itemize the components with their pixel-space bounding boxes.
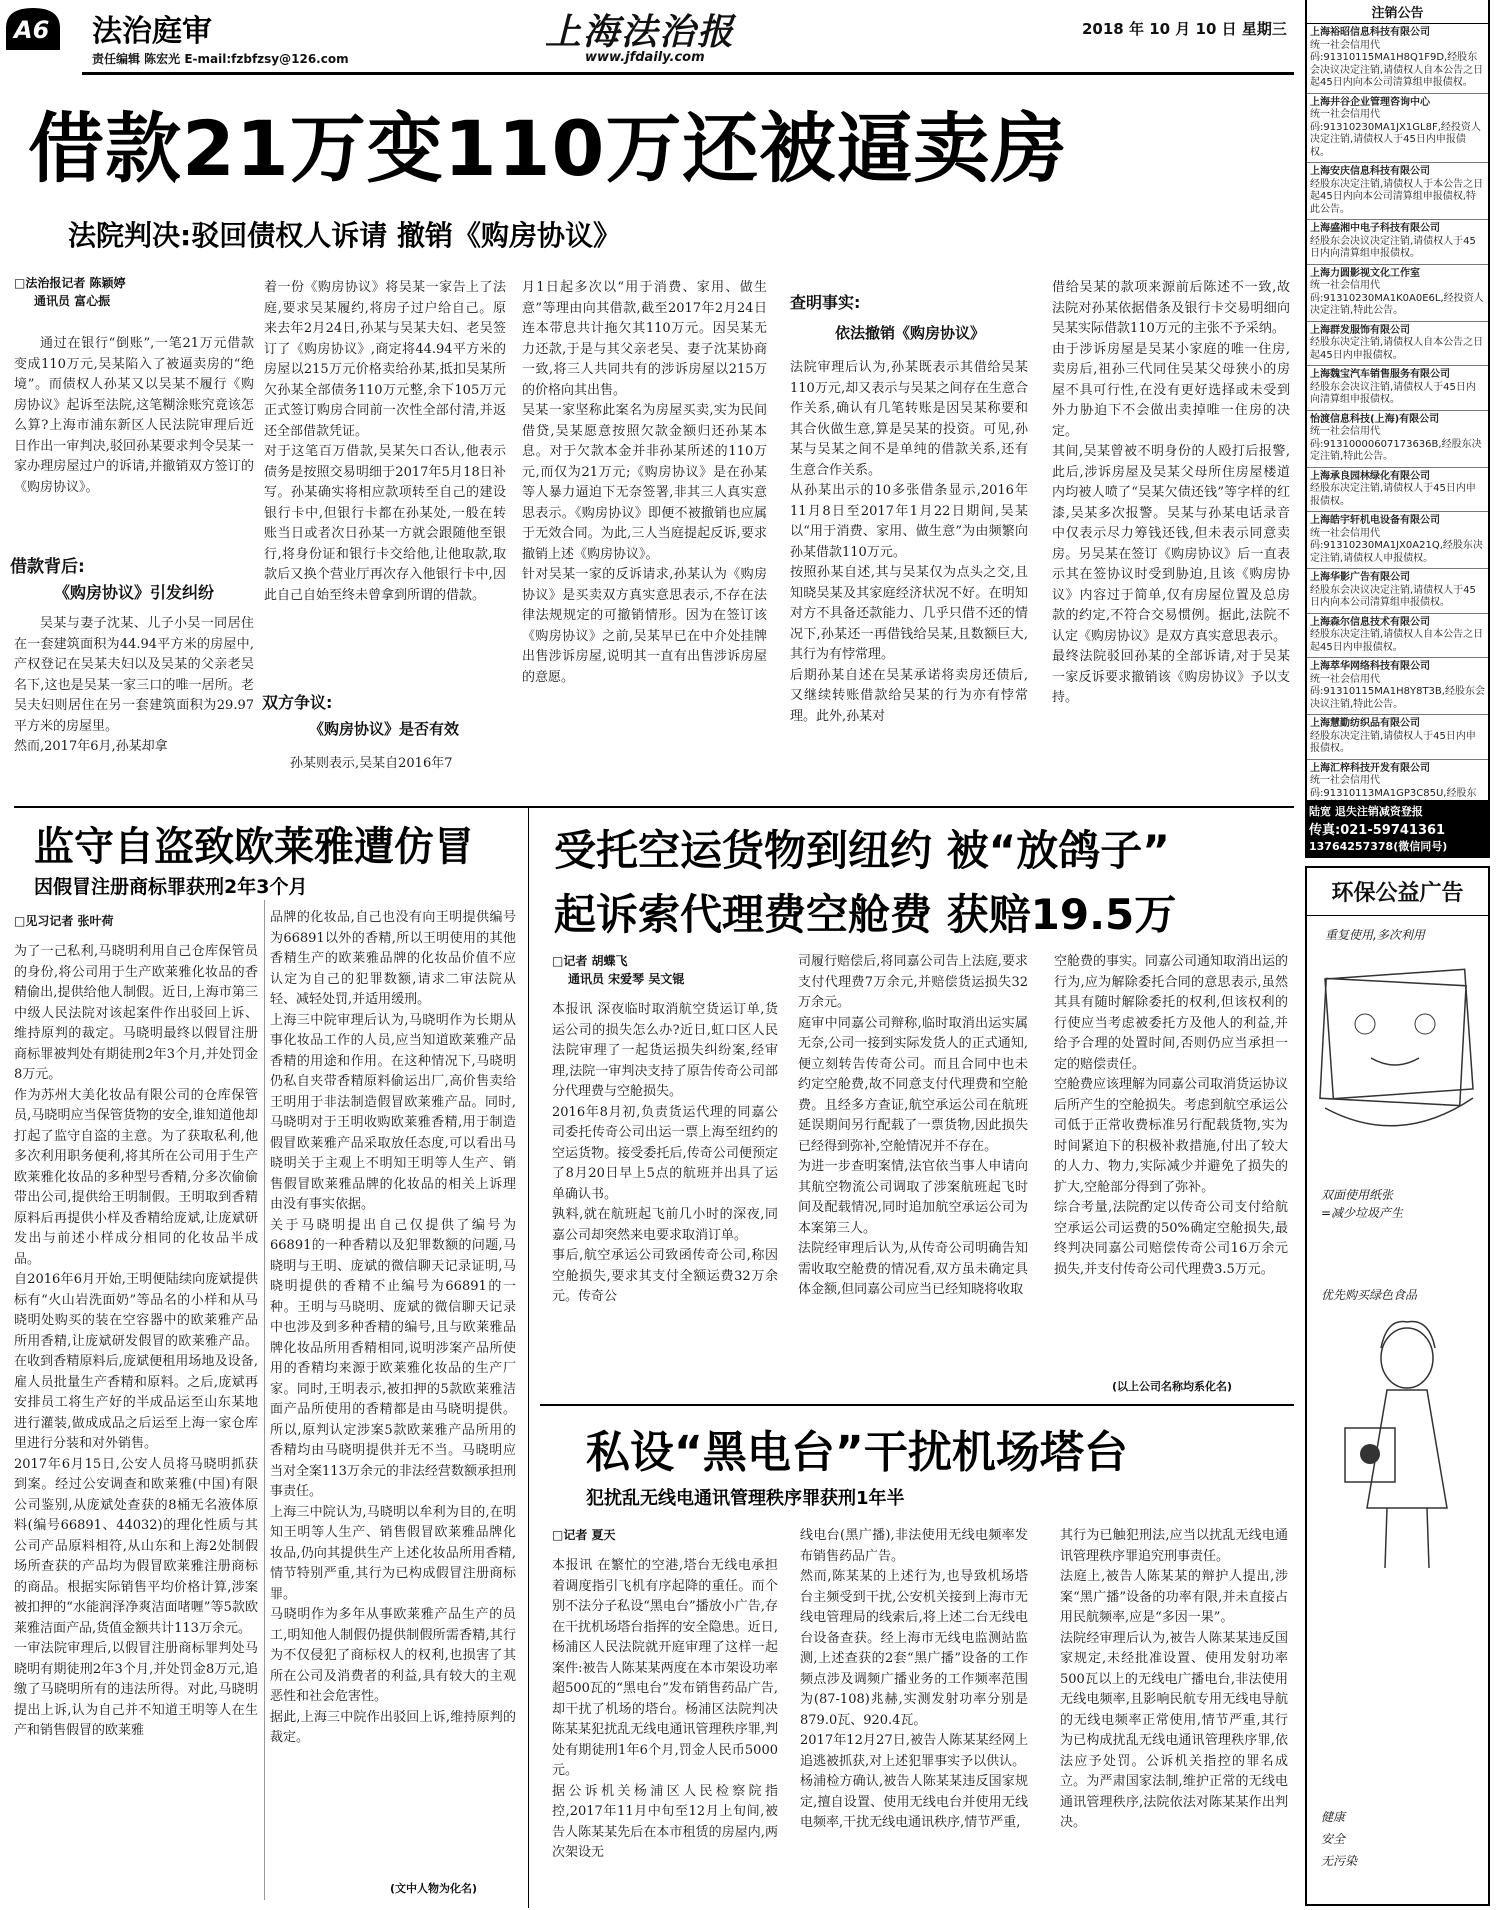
notice-ad-text: 经股东决定注销,请债权人于本公告之日起45日内向本公司清算组申报债权,特此公告。 bbox=[1310, 178, 1484, 215]
notice-ad-company: 上海裕昭信息科技有限公司 bbox=[1310, 27, 1430, 38]
notice-ad-text: 统一社会信用代码:91310000607173636B,经股东决定注销,特此公告。 bbox=[1310, 426, 1482, 462]
notice-ad-company: 上海盛湘中电子科技有限公司 bbox=[1310, 223, 1440, 234]
notice-ad-company: 上海力圆影视文化工作室 bbox=[1310, 267, 1420, 279]
ads-contact-label: 陆宽 退失注销减资登报 bbox=[1309, 805, 1423, 818]
notice-ad-company: 上海汇梓科技开发有限公司 bbox=[1310, 762, 1430, 774]
article3-col3-body: 空舱费的事实。同嘉公司通知取消出运的行为,应为解除委托合同的意思表示,虽然其具有随时解除委托的权利,但该权利的行使应当考虑被委托方及他人的利益,并给予合理的处置时间,否则仍应当承担一定的赔偿责任。 空舱费应该理解为同嘉公司取消货运协议后所产生的空舱损失。考虑到航空承运公司低于正常收费标准另行配载货物,实为时间紧迫下的积极补救措施,付出了较大的人力、物力,实际减少并避免了损失的扩大,空舱部分得到了弥补。 综合考量,法院酌定以传奇公司支付给航空承运公司运费的50%确定空舱损失,最终判决同嘉公司赔偿传奇公司16万余元损失,并支付传奇公司代理费3.5万元。 bbox=[1054, 954, 1288, 1277]
article1-subhead-c-label: 查明事实: bbox=[790, 293, 861, 312]
ads-fax: 传真:021-59741361 bbox=[1309, 823, 1446, 838]
notice-ad-item bbox=[1307, 569, 1488, 614]
notice-ad-company: 上海群发服饰有限公司 bbox=[1310, 324, 1410, 336]
article1-col5-body: 借给吴某的款项来源前后陈述不一致,故法院对孙某依据借条及银行卡交易明细向吴某实际借款110万元的主张不予采纳。 由于涉诉房屋是吴某小家庭的唯一住房,卖房后,祖孙三代同住吴某父母狭小的房屋不具可行性,在没有更好选择或未受到外力胁迫下不会做出卖掉唯一住房的决定。 其间,吴某曾被不明身份的人殴打后报警,此后,涉诉房屋及吴某父母所住房屋楼道内均被人喷了“吴某欠债还钱”等字样的红漆,吴某多次报警。吴某与孙某电话录音中仅表示尽力筹钱还钱,但未表示同意卖房。另吴某在签订《购房协议》后一直表示其在签协议时受到胁迫,且该《购房协议》内容过于简单,仅有房屋位置及总房款的约定,不符合交易惯例。据此,法院不认定《购房协议》是双方真实意思表示。 最终法院驳回孙某的全部诉请,对于吴某一家反诉要求撤销该《购房协议》予以支持。 bbox=[1052, 280, 1290, 705]
article3-note: (以上公司名称均系化名) bbox=[1112, 1380, 1233, 1393]
env-note-safe: 安全 bbox=[1321, 1832, 1346, 1846]
article1-headline: 借款21万变110万还被逼卖房 bbox=[28, 104, 1068, 193]
article1-col3-body: 月1日起多次以“用于消费、家用、做生意”等理由向其借款,截至2017年2月24日连本带息共计拖欠其110万元。因吴某无力还款,于是与其父亲老吴、妻子沈某协商一致,将三人共同共有的涉诉房屋以215万的价格向其出售。 吴某一家坚称此案名为房屋买卖,实为民间借贷,吴某愿意按照欠款金额归还孙某本息。对于欠款本金并非孙某所述的110万元,而仅为21万元;《购房协议》是在孙某等人暴力逼迫下无奈签署,非其三人真实意思表示。《购房协议》即便不被撤销也应属于无效合同。为此,三人当庭提起反诉,要求撤销上述《购房协议》。 针对吴某一家的反诉请求,孙某认为《购房协议》是买卖双方真实意思表示,不存在法律法规规定的可撤销情形。因为在签订该《购房协议》之前,吴某早已在中介处挂牌出售涉诉房屋,说明其一直有出售涉诉房屋的意愿。 bbox=[522, 280, 767, 685]
article4-col2-body: 线电台(黑广播),非法使用无线电频率发布销售药品广告。 然而,陈某某的上述行为,也导致机场塔台主频受到干扰,公安机关接到上海市无线电管理局的线索后,将上述二台无线电台设备查获。经上海市无线电监测站监测,上述查获的2套“黑广播”设备的工作频点涉及调频广播业务的工作频率范围为(87-108)兆赫,实测发射功率分别是879.0瓦、920.4瓦。 2017年12月27日,被告人陈某某经网上追逃被抓获,对上述犯罪事实予以供认。 杨浦检方确认,被告人陈某某违反国家规定,擅自设置、使用无线电台并使用无线电频率,干扰无线电通讯秩序,情节严重, bbox=[800, 1528, 1028, 1830]
notice-ad-company: 上海萃华网络科技有限公司 bbox=[1310, 661, 1430, 672]
env-note-green-food: 优先购买绿色食品 bbox=[1321, 1288, 1418, 1302]
notice-ad-company: 上海井谷企业管理咨询中心 bbox=[1310, 96, 1430, 108]
article4-byline: □记者 夏天 bbox=[552, 1528, 616, 1542]
ads-list bbox=[1307, 24, 1488, 800]
notice-ad-text: 经股东决定注销,请债权人于45日内申报债权。 bbox=[1310, 483, 1476, 507]
article4-subheadline: 犯扰乱无线电通讯管理秩序罪获刑1年半 bbox=[586, 1488, 905, 1509]
article2-subheadline: 因假冒注册商标罪获刑2年3个月 bbox=[34, 876, 308, 898]
article2-col-divider bbox=[264, 900, 265, 1900]
article1-lead: 通过在银行“倒账”,一笔21万元借款变成110万元,吴某陷入了被逼卖房的“绝境”。而债权人孙某又以吴某不履行《购房协议》起诉至法院,这笔糊涂账究竟该怎么算?上海市浦东新区人民法院审理后近日作出一审判决,驳回孙某要求判令吴某一家办理房屋过户的诉请,并撤销双方签订的《购房协议》。 bbox=[14, 336, 254, 495]
article1-byline: □法治报记者 陈颖婷 通讯员 富心振 bbox=[14, 276, 126, 308]
notice-ad-item bbox=[1307, 24, 1488, 94]
article3-col1-body: 本报讯 深夜临时取消航空货运订单,货运公司的损失怎么办?近日,虹口区人民法院审理了一起货运损失纠纷案,经审理,法院一审判决支持了原告传奇公司部分代理费与空舱损失。 2016年8月初,负责货运代理的同嘉公司委托传奇公司出运一票上海至纽约的空运货物。接受委托后,传奇公司便预定了8月20日早上5点的航班并出具了运单确认书。 孰料,就在航班起飞前几小时的深夜,同嘉公司却突然来电要求取消订单。 事后,航空承运公司致函传奇公司,称因空舱损失,要求其支付全额运费32万余元。传奇公 bbox=[552, 1002, 778, 1304]
environment-ad-title: 环保公益广告 bbox=[1307, 868, 1488, 916]
paper-stack-icon bbox=[1315, 948, 1483, 1168]
article3-col2-body: 司履行赔偿后,将同嘉公司告上法庭,要求支付代理费7万余元,并赔偿货运损失32万余元。 庭审中同嘉公司辩称,临时取消出运实属无奈,公司一接到实际发货人的正式通知,便立刻转告传奇公司。而且合同中也未约定空舱费,故不同意支付代理费和空舱费。且经多方查证,航空承运公司在航班延误期间另行配载了一票货物,因此损失已经得到弥补,空舱情况并不存在。 为进一步查明案情,法官依当事人申请向其航空物流公司调取了涉案航班起飞时间及配载情况,同时追加航空承运公司为本案第三人。 法院经审理后认为,从传奇公司明确告知需收取空舱费的情况看,双方虽未确定具体金额,但同嘉公司应当已经知晓将收取 bbox=[798, 954, 1028, 1297]
editor-line: 责任编辑 陈宏光 E-mail:fzbfzsy@126.com bbox=[92, 52, 349, 66]
notice-ad-item bbox=[1307, 265, 1488, 322]
notice-ad-text: 统一社会信用代码:91310230MA1K0A0E6L,经投资人决定注销,特此公告。 bbox=[1310, 280, 1484, 316]
notice-ad-text: 经股东会决议决定注销,请债权人于45日内向清算组申报债权。 bbox=[1310, 235, 1476, 259]
website: www.jfdaily.com bbox=[585, 50, 705, 65]
article1-subhead-a-label: 借款背后: bbox=[10, 557, 85, 577]
article4-headline: 私设“黑电台”干扰机场塔台 bbox=[586, 1427, 1128, 1478]
article2-byline: □见习记者 张叶荷 bbox=[14, 914, 114, 928]
env-note-healthy: 健康 bbox=[1321, 1810, 1346, 1824]
notice-ad-text: 统一社会信用代码:91310115MA1H8Y8T3B,经股东会决议注销,特此公告。 bbox=[1310, 673, 1485, 710]
notice-ad-company: 上海华影广告有限公司 bbox=[1310, 572, 1410, 583]
env-note-no-pollution: 无污染 bbox=[1321, 1854, 1358, 1868]
article2-note: (文中人物为化名) bbox=[390, 1882, 478, 1895]
article1-subhead-b-label: 双方争议: bbox=[262, 693, 333, 712]
notice-ad-item bbox=[1307, 411, 1488, 468]
page-badge bbox=[4, 6, 62, 52]
issue-date: 2018 年 10 月 10 日 星期三 bbox=[1082, 20, 1287, 38]
env-note-less-waste: =减少垃圾产生 bbox=[1321, 1206, 1404, 1220]
notice-ad-company: 上海慧勤纺织品有限公司 bbox=[1310, 718, 1420, 729]
article1-bottom-rule bbox=[14, 806, 1294, 808]
notice-ad-text: 经股东决定注销,请债权人自本公告之日起45日内申报债权。 bbox=[1310, 337, 1484, 361]
article2-right-rule bbox=[528, 808, 529, 1908]
notice-ads-column bbox=[1305, 0, 1490, 800]
notice-ad-text: 经股东决定注销,请债权人自本公告之日起45日内申报债权。 bbox=[1310, 629, 1484, 653]
notice-ad-item bbox=[1307, 322, 1488, 367]
article1-subhead-b: 《购房协议》是否有效 bbox=[308, 720, 459, 738]
notice-ad-company: 上海安庆信息科技有限公司 bbox=[1310, 166, 1430, 177]
section-title: 法治庭审 bbox=[92, 14, 212, 49]
article1-subheadline: 法院判决:驳回债权人诉请 撤销《购房协议》 bbox=[68, 219, 621, 252]
ads-title: 注销公告 bbox=[1307, 0, 1488, 24]
notice-ad-text: 统一社会信用代码:91310113MA1GP3C85U,经股东 bbox=[1310, 775, 1477, 799]
notice-ad-item bbox=[1307, 366, 1488, 411]
article1-subhead-a: 《购房协议》引发纠纷 bbox=[53, 583, 214, 602]
article1-col4-body: 法院审理后认为,孙某既表示其借给吴某110万元,却又表示与吴某之间存在生意合作关系,确认有几笔转账是因吴某称要和其合伙做生意,算是吴某的投资。可见,孙某与吴某之间不是单纯的借款关系,还有生意合作关系。 从孙某出示的10多张借条显示,2016年11月8日至2017年1月22日期间,吴某以“用于消费、家用、做生意”为由频繁向孙某借款110万元。 按照孙某自述,其与吴某仅为点头之交,且知晓吴某及其家庭经济状况不好。在明知对方不具备还款能力、几乎只借不还的情况下,孙某还一再借钱给吴某,且数额巨大,其行为有悖常理。 后期孙某自述在吴某承诺将卖房还债后,又继续转账借款给吴某的行为亦有悖常理。此外,孙某对 bbox=[790, 360, 1028, 724]
article3-byline: □记者 胡蝶飞 通讯员 宋爱琴 吴文锟 bbox=[552, 954, 685, 986]
notice-ad-text: 统一社会信用代码:91310230MA1JX1GL8F,经投资人决定注销,请债权人于45日内申报债权。 bbox=[1310, 109, 1481, 158]
article2-col2-body: 品牌的化妆品,自己也没有向王明提供编号为66891以外的香精,所以王明使用的其他香精生产的欧莱雅品牌的化妆品价值不应认定为自己的犯罪数额,请求二审法院从轻、减轻处罚,并适用缓刑。 上海三中院审理后认为,马晓明作为长期从事化妆品工作的人员,应当知道欧莱雅产品香精的用途和作用。在这种情况下,马晓明仍私自夹带香精原料偷运出厂,高价售卖给王明用于非法制造假冒欧莱雅产品。同时,马晓明对于王明收购欧莱雅香精,用于制造假冒欧莱雅产品采取放任态度,可以看出马晓明关于主观上不明知王明等人生产、销售假冒欧莱雅品牌的化妆品的相关上诉理由没有事实依据。 关于马晓明提出自己仅提供了编号为66891的一种香精以及犯罪数额的问题,马晓明与王明、庞斌的微信聊天记录证明,马晓明提供的香精不止编号为66891的一种。王明与马晓明、庞斌的微信聊天记录中也涉及到多种香精的编号,且与欧莱雅品牌化妆品所用香精相同,说明涉案产品所使用的香精均来源于欧莱雅化妆品的生产厂家。同时,王明表示,被扣押的5款欧莱雅洁面产品所使用的香精都是由马晓明提供。所以,原判认定涉案5款欧莱雅产品所用的香精均由马晓明提供并无不当。马晓明应当对全案113万余元的非法经营数额承担刑事责任。 上海三中院认为,马晓明以牟利为目的,在明知王明等人生产、销售假冒欧莱雅品牌化妆品,仍向其提供生产上述化妆品所用香精,情节特别严重,其行为已构成假冒注册商标罪。 马晓明作为多年从事欧莱雅产品生产的员工,明知他人制假仍提供制假所需香精,其行为不仅侵犯了商标权人的权利,也损害了其所在公司及消费者的利益,具有较大的主观恶性和社会危害性。 据此,上海三中院作出驳回上诉,维持原判的裁定。 bbox=[270, 910, 516, 1745]
environment-ad bbox=[1305, 866, 1490, 1906]
notice-ad-text: 经股东会决议注销,请债权人于45日内向清算组申报债权。 bbox=[1310, 381, 1476, 405]
notice-ad-company: 上海魏宝汽车销售服务有限公司 bbox=[1310, 369, 1450, 380]
notice-ad-item bbox=[1307, 163, 1488, 220]
article3-headline-line1: 受托空运货物到纽约 被“放鸽子” bbox=[554, 826, 1170, 875]
notice-ad-item bbox=[1307, 94, 1488, 164]
notice-ad-item bbox=[1307, 658, 1488, 715]
notice-ad-company: 上海承良园林绿化有限公司 bbox=[1310, 470, 1430, 482]
notice-ad-item bbox=[1307, 220, 1488, 265]
page-number: A6 bbox=[14, 16, 50, 44]
ads-phone: 13764257378(微信同号) bbox=[1309, 840, 1448, 853]
article1-col2-body: 着一份《购房协议》将吴某一家告上了法庭,要求吴某履约,将房子过户给自己。原来去年2月24日,孙某与吴某夫妇、老吴签订了《购房协议》,商定将44.94平方米的房屋以215万元价格卖给孙某,抵扣吴某所欠孙某全部债务110万元整,余下105万元正式签订购房合同前一次性全部付清,并返还全部借款凭证。 对于这笔百万借款,吴某矢口否认,他表示债务是按照交易明细于2017年5月18日补写。孙某确实将相应款项转至自己的建设银行卡中,但银行卡都在孙某处,一般在转账当日或者次日孙某一方就会跟随他至银行,将身份证和银行卡交给他,让他取款,取款后又换个营业厅再次存入他银行卡中,因此自己自始至终未曾拿到所谓的借款。 bbox=[264, 280, 506, 603]
notice-ad-text: 经股东会决议决定注销,请债权人于45日内向本公司清算组申报债权。 bbox=[1310, 584, 1476, 608]
ads-contact-box bbox=[1305, 800, 1490, 858]
notice-ad-text: 统一社会信用代码:91310115MA1H8Q1F9D,经股东会决议决定注销,请债权人自本公告之日起45日内向本公司清算组申报债权。 bbox=[1310, 39, 1484, 88]
notice-ad-company: 上海森尔信息技术有限公司 bbox=[1310, 616, 1430, 628]
shopping-girl-icon bbox=[1317, 1308, 1482, 1608]
notice-ad-company: 怡渡信息科技(上海)有限公司 bbox=[1310, 413, 1440, 425]
article3-headline-line2: 起诉索代理费空舱费 获赔19.5万 bbox=[554, 890, 1177, 939]
header-rule bbox=[82, 72, 1294, 75]
article4-col3-body: 其行为已触犯刑法,应当以扰乱无线电通讯管理秩序罪追究刑事责任。 法庭上,被告人陈某某的辩护人提出,涉案“黑广播”设备的功率有限,并未直接占用民航频率,应是“多因一果”。 法院经审理后认为,被告人陈某某违反国家规定,未经批准设置、使用发射功率500瓦以上的无线电广播电台,非法使用无线电频率,且影响民航专用无线电导航的无线电频率正常使用,情节严重,其行为已构成扰乱无线电通讯管理秩序罪,依法应予处罚。公诉机关指控的罪名成立。为严肃国家法制,维护正常的无线电通讯管理秩序,法院依法对陈某某作出判决。 bbox=[1060, 1528, 1288, 1830]
notice-ad-item bbox=[1307, 760, 1488, 801]
notice-ad-item bbox=[1307, 512, 1488, 569]
notice-ad-item bbox=[1307, 468, 1488, 513]
masthead: 上海法治报 bbox=[545, 11, 736, 53]
env-note-reuse: 重复使用,多次利用 bbox=[1325, 928, 1425, 942]
env-note-duplex: 双面使用纸张 bbox=[1321, 1188, 1394, 1202]
article1-col2-tail: 孙某则表示,吴某自2016年7 bbox=[290, 756, 453, 771]
notice-ad-company: 上海皓宇轩机电设备有限公司 bbox=[1310, 515, 1440, 526]
article1-col1-body: 吴某与妻子沈某、儿子小吴一同居住在一套建筑面积为44.94平方米的房屋中,产权登记在吴某夫妇以及吴某的父亲老吴名下,这也是吴某一家三口的唯一居所。老吴夫妇则居住在另一套建筑面积为29.97平方米的房屋里。 然而,2017年6月,孙某却拿 bbox=[14, 616, 254, 754]
notice-ad-item bbox=[1307, 614, 1488, 659]
notice-ad-item bbox=[1307, 715, 1488, 760]
notice-ad-text: 经股东决定注销,请债权人于45日内申报债权。 bbox=[1310, 730, 1476, 754]
article1-subhead-c: 依法撤销《购房协议》 bbox=[834, 324, 985, 342]
article3-bottom-rule bbox=[540, 1404, 1294, 1406]
article2-col1-body: 为了一己私利,马晓明利用自己仓库保管员的身份,将公司用于生产欧莱雅化妆品的香精偷出,提供给他人制假。近日,上海市第三中级人民法院对该起案件作出驳回上诉、维持原判的裁定。马晓明最终以假冒注册商标罪被判处有期徒刑2年3个月,并处罚金8万元。 作为苏州大美化妆品有限公司的仓库保管员,马晓明应当保管货物的安全,谁知道他却打起了监守自盗的主意。为了获取私利,他多次利用职务便利,将其所在公司用于生产欧莱雅化妆品的多种型号香精,分多次偷偷带出公司,提供给王明制假。王明取到香精原料后再提供小样及香精给庞斌,让庞斌研发出与前述小样成分相同的化妆品半成品。 自2016年6月开始,王明便陆续向庞斌提供标有“火山岩洗面奶”等品名的小样和从马晓明处购买的装在空容器中的欧莱雅产品所用香精,让庞斌研发假冒的欧莱雅产品。在收到香精原料后,庞斌便租用场地及设备,雇人员批量生产香精和原料。之后,庞斌再安排员工将生产好的半成品运至山东某地进行灌装,做成成品之后运至上海一家仓库里进行分装和对外销售。 2017年6月15日,公安人员将马晓明抓获到案。经过公安调查和欧莱雅(中国)有限公司鉴别,从庞斌处查获的8桶无名液体原料(编号66891、44032)的理化性质与其公司产品原料相符,从山东和上海2处制假场所查获的产品均为假冒欧莱雅注册商标的商品。根据实际销售平均价格计算,涉案被扣押的“水能润泽净爽洁面啫喱”等5款欧莱雅洁面产品,货值金额共计113万余元。 一审法院审理后,以假冒注册商标罪判处马晓明有期徒刑2年3个月,并处罚金8万元,追缴了马晓明所有的违法所得。对此,马晓明提出上诉,认为自己并不知道王明等人在生产和销售假冒的欧莱雅 bbox=[14, 944, 258, 1738]
article4-col1-body: 本报讯 在繁忙的空港,塔台无线电承担着调度指引飞机有序起降的重任。而个别不法分子私设“黑电台”播放小广告,存在干扰机场塔台指挥的安全隐患。近日,杨浦区人民法院就开庭审理了这样一起案件:被告人陈某某两度在本市架设功率超500瓦的“黑电台”发布销售药品广告,却干扰了机场的塔台。杨浦区法院判决陈某某犯扰乱无线电通讯管理秩序罪,判处有期徒刑1年6个月,罚金人民币5000元。 据公诉机关杨浦区人民检察院指控,2017年11月中旬至12月上旬间,被告人陈某某先后在本市租赁的房屋内,两次架设无 bbox=[552, 1558, 778, 1860]
article2-headline: 监守自盗致欧莱雅遭仿冒 bbox=[34, 824, 474, 870]
notice-ad-text: 统一社会信用代码:91310230MA1JX0A21Q,经股东决定注销,请债权人申报债权。 bbox=[1310, 527, 1483, 564]
